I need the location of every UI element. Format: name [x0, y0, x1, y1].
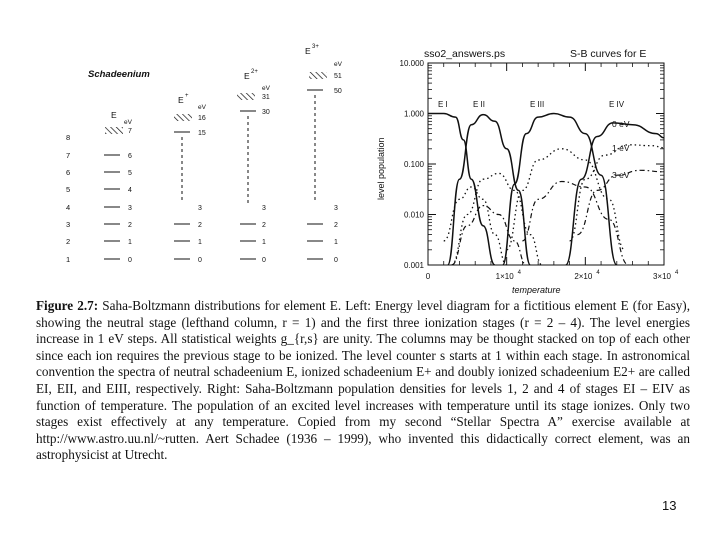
ionization-energy: 31 — [262, 94, 270, 101]
series-line — [452, 173, 542, 265]
stage-name: E — [244, 71, 250, 81]
energy-unit: eV — [124, 119, 132, 126]
stage-name: E — [305, 46, 311, 56]
x-tick-label: 2×10 — [574, 272, 593, 281]
y-tick-label: 0.100 — [403, 160, 424, 169]
s-label: 1 — [66, 255, 71, 264]
chart-title-right: S-B curves for E — [570, 48, 647, 60]
page-number: 13 — [662, 498, 677, 513]
caption-text: Saha-Boltzmann distributions for element E. Left: Energy level diagram for a fictitious element E (for Easy), showing the neutral stage (lefthand column, r = 1) and the first three ionization stages (r = 2 – 4). The level energies increase in 1 eV steps. All statistical weights g_{r,s} are unity. The columns may be thought stacked on top of each other since each ion requires the previous stage to be ionized. The level counter s starts at 1 within each stage. In astronomical convention the spectra of neutral schadeenium E, ionized schadeenium E+ and doubly ionized schadeenium E2+ are called EI, EII, and EIII, respectively. Right: Saha-Boltzmann population densities for levels 1, 2 and 4 of stages EI – EIV as function of temperature. The population of an excited level increases with temperature until its stage ionizes. Only two stages exist effectively at any temperature. Copied from my second “Stellar Spectra A” exercise available at http://www.astro.uu.nl/~rutten. Aert Schadee (1936 – 1999), who invented this didactically correct element, was an astrophysicist at Utrecht. — [36, 298, 690, 463]
level-energy: 3 — [128, 205, 132, 212]
level-energy: 1 — [334, 239, 338, 246]
energy-unit: eV — [334, 61, 342, 68]
s-label: 3 — [66, 220, 71, 229]
level-energy: 3 — [198, 205, 202, 212]
level-energy: 0 — [128, 257, 132, 264]
level-energy: 5 — [128, 170, 132, 177]
level-energy: 3 — [262, 205, 266, 212]
s-label: 8 — [66, 133, 71, 142]
level-energy: 1 — [262, 239, 266, 246]
level-energy: 4 — [128, 187, 132, 194]
energy-unit: eV — [198, 104, 206, 111]
x-tick-exponent: 4 — [675, 270, 679, 276]
s-label: 7 — [66, 151, 71, 160]
ionization-energy: 16 — [198, 115, 206, 122]
y-tick-label: 1.000 — [403, 109, 424, 119]
s-label: 6 — [66, 168, 71, 177]
chart-series — [428, 114, 664, 266]
chart-title-left: sso2_answers.ps — [424, 48, 506, 60]
level-energy: 2 — [198, 222, 202, 229]
y-tick-label: 0.001 — [403, 261, 424, 270]
curve-label: 1 eV — [612, 143, 630, 153]
level-energy: 50 — [334, 88, 342, 95]
caption-label: Figure 2.7: — [36, 298, 99, 313]
stage-charge: 3+ — [312, 44, 319, 50]
energy-unit: eV — [262, 85, 270, 92]
level-energy: 0 — [198, 257, 202, 264]
stage-label: E III — [530, 100, 545, 109]
level-energy: 1 — [128, 239, 132, 246]
ionization-energy: 51 — [334, 73, 342, 80]
level-energy: 2 — [128, 222, 132, 229]
stage-name: E — [111, 110, 117, 120]
level-energy: 6 — [128, 153, 132, 160]
x-axis-label: temperature — [512, 285, 561, 295]
level-energy: 1 — [198, 239, 202, 246]
s-label: 4 — [66, 203, 71, 212]
x-tick-exponent: 4 — [596, 270, 600, 276]
x-tick-label: 3×10 — [652, 272, 672, 281]
diagram-title: Schadeenium — [88, 69, 150, 80]
stage-name: E — [178, 95, 184, 105]
level-energy: 2 — [262, 222, 266, 229]
stage-label: E II — [473, 100, 486, 109]
s-label: 5 — [66, 185, 71, 194]
x-tick-exponent: 4 — [517, 270, 522, 276]
ionization-energy: 7 — [128, 128, 132, 135]
x-tick-label: 1×10 — [495, 272, 514, 281]
curve-label: 3 eV — [612, 170, 630, 180]
chart-ticks — [400, 59, 679, 281]
stage-label: E IV — [609, 100, 625, 109]
y-tick-label: 0.010 — [403, 210, 424, 220]
level-energy: 3 — [334, 205, 338, 212]
stage-label: E I — [438, 100, 448, 109]
level-energy: 2 — [334, 222, 338, 229]
curve-label: 0 eV — [612, 119, 630, 129]
s-label: 2 — [66, 237, 71, 246]
series-line — [428, 114, 495, 266]
stage-charge: 2+ — [251, 69, 258, 75]
y-axis-label: level population — [376, 137, 386, 200]
level-energy: 30 — [262, 109, 270, 116]
figure-caption — [36, 298, 690, 464]
y-tick-label: 10.000 — [399, 59, 424, 68]
level-energy: 15 — [198, 130, 206, 137]
stage-charge: + — [185, 93, 189, 99]
level-energy: 0 — [334, 257, 338, 264]
x-tick-label: 0 — [425, 272, 431, 281]
level-energy: 0 — [262, 257, 266, 264]
